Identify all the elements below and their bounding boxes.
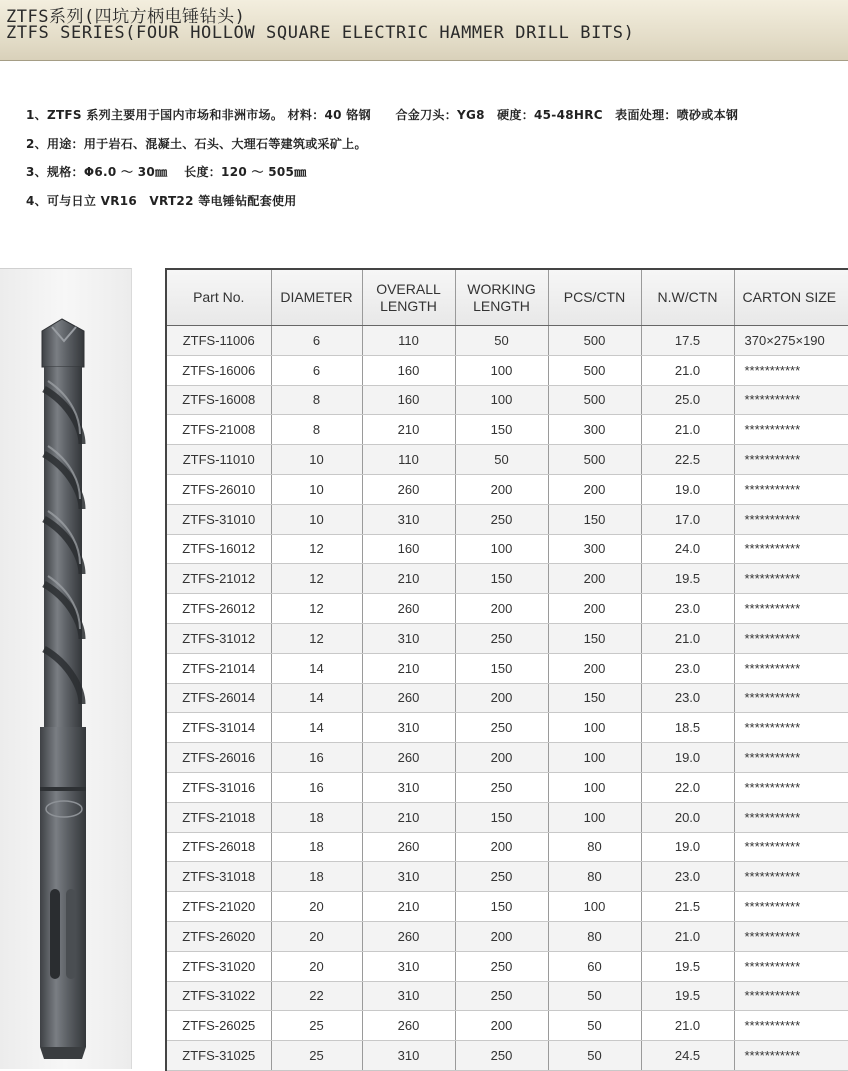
cell-nw-ctn: 25.0 xyxy=(641,385,734,415)
cell-diameter: 10 xyxy=(271,504,362,534)
cell-overall-length: 160 xyxy=(362,385,455,415)
cell-working-length: 150 xyxy=(455,802,548,832)
cell-diameter: 16 xyxy=(271,743,362,773)
cell-part-no: ZTFS-11010 xyxy=(166,445,271,475)
cell-nw-ctn: 19.5 xyxy=(641,981,734,1011)
cell-carton-size: *********** xyxy=(734,832,848,862)
cell-pcs-ctn: 50 xyxy=(548,1041,641,1071)
cell-pcs-ctn: 80 xyxy=(548,862,641,892)
cell-working-length: 100 xyxy=(455,355,548,385)
cell-part-no: ZTFS-21018 xyxy=(166,802,271,832)
cell-nw-ctn: 19.0 xyxy=(641,832,734,862)
cell-pcs-ctn: 150 xyxy=(548,504,641,534)
cell-part-no: ZTFS-21020 xyxy=(166,892,271,922)
cell-carton-size: *********** xyxy=(734,951,848,981)
table-row xyxy=(166,802,848,832)
cell-working-length: 200 xyxy=(455,683,548,713)
table-row xyxy=(166,415,848,445)
cell-nw-ctn: 24.0 xyxy=(641,534,734,564)
cell-working-length: 50 xyxy=(455,445,548,475)
cell-part-no: ZTFS-26025 xyxy=(166,1011,271,1041)
cell-overall-length: 210 xyxy=(362,653,455,683)
cell-carton-size: *********** xyxy=(734,385,848,415)
cell-pcs-ctn: 80 xyxy=(548,921,641,951)
cell-overall-length: 310 xyxy=(362,623,455,653)
drill-spec-table xyxy=(165,268,848,1071)
cell-part-no: ZTFS-11006 xyxy=(166,326,271,356)
cell-nw-ctn: 23.0 xyxy=(641,862,734,892)
table-row xyxy=(166,743,848,773)
cell-pcs-ctn: 500 xyxy=(548,445,641,475)
cell-pcs-ctn: 500 xyxy=(548,326,641,356)
table-header-row xyxy=(166,269,848,326)
cell-nw-ctn: 23.0 xyxy=(641,653,734,683)
cell-overall-length: 210 xyxy=(362,802,455,832)
cell-carton-size: 370×275×190 xyxy=(734,326,848,356)
cell-diameter: 22 xyxy=(271,981,362,1011)
cell-nw-ctn: 21.5 xyxy=(641,892,734,922)
cell-part-no: ZTFS-26010 xyxy=(166,474,271,504)
cell-nw-ctn: 21.0 xyxy=(641,1011,734,1041)
title-chinese: ZTFS系列(四坑方柄电锤钻头) xyxy=(6,7,246,27)
cell-carton-size: *********** xyxy=(734,921,848,951)
cell-nw-ctn: 23.0 xyxy=(641,683,734,713)
cell-working-length: 250 xyxy=(455,713,548,743)
cell-carton-size: *********** xyxy=(734,594,848,624)
cell-overall-length: 260 xyxy=(362,743,455,773)
cell-nw-ctn: 21.0 xyxy=(641,623,734,653)
table-row xyxy=(166,921,848,951)
cell-part-no: ZTFS-31025 xyxy=(166,1041,271,1071)
cell-part-no: ZTFS-26016 xyxy=(166,743,271,773)
cell-carton-size: *********** xyxy=(734,623,848,653)
cell-pcs-ctn: 200 xyxy=(548,653,641,683)
cell-carton-size: *********** xyxy=(734,653,848,683)
cell-overall-length: 310 xyxy=(362,951,455,981)
cell-part-no: ZTFS-31010 xyxy=(166,504,271,534)
cell-part-no: ZTFS-16006 xyxy=(166,355,271,385)
cell-part-no: ZTFS-26020 xyxy=(166,921,271,951)
table-row xyxy=(166,981,848,1011)
cell-working-length: 150 xyxy=(455,892,548,922)
cell-diameter: 25 xyxy=(271,1041,362,1071)
cell-overall-length: 310 xyxy=(362,862,455,892)
cell-overall-length: 210 xyxy=(362,415,455,445)
cell-carton-size: *********** xyxy=(734,683,848,713)
cell-pcs-ctn: 200 xyxy=(548,564,641,594)
table-row xyxy=(166,653,848,683)
cell-diameter: 10 xyxy=(271,474,362,504)
table-row xyxy=(166,594,848,624)
cell-carton-size: *********** xyxy=(734,355,848,385)
table-row xyxy=(166,951,848,981)
cell-overall-length: 160 xyxy=(362,355,455,385)
cell-nw-ctn: 17.5 xyxy=(641,326,734,356)
cell-overall-length: 110 xyxy=(362,326,455,356)
cell-diameter: 12 xyxy=(271,564,362,594)
table-row xyxy=(166,355,848,385)
cell-diameter: 20 xyxy=(271,921,362,951)
cell-carton-size: *********** xyxy=(734,534,848,564)
cell-nw-ctn: 24.5 xyxy=(641,1041,734,1071)
cell-diameter: 10 xyxy=(271,445,362,475)
cell-working-length: 250 xyxy=(455,862,548,892)
cell-nw-ctn: 17.0 xyxy=(641,504,734,534)
cell-diameter: 20 xyxy=(271,892,362,922)
header-carton-size: CARTON SIZE xyxy=(734,269,848,326)
cell-working-length: 250 xyxy=(455,623,548,653)
cell-pcs-ctn: 150 xyxy=(548,683,641,713)
cell-nw-ctn: 22.5 xyxy=(641,445,734,475)
cell-part-no: ZTFS-31016 xyxy=(166,772,271,802)
table-row xyxy=(166,445,848,475)
cell-carton-size: *********** xyxy=(734,415,848,445)
table-row xyxy=(166,1011,848,1041)
cell-working-length: 100 xyxy=(455,534,548,564)
page-header xyxy=(0,0,848,61)
cell-carton-size: *********** xyxy=(734,892,848,922)
spec-note-3: 3、规格：Φ6.0 ～ 30㎜ 长度：120 ～ 505㎜ xyxy=(26,165,307,179)
cell-carton-size: *********** xyxy=(734,1011,848,1041)
cell-part-no: ZTFS-21008 xyxy=(166,415,271,445)
header-nw-ctn: N.W/CTN xyxy=(641,269,734,326)
cell-working-length: 250 xyxy=(455,1041,548,1071)
table-row xyxy=(166,862,848,892)
cell-diameter: 14 xyxy=(271,653,362,683)
cell-diameter: 18 xyxy=(271,832,362,862)
cell-pcs-ctn: 100 xyxy=(548,772,641,802)
cell-part-no: ZTFS-16012 xyxy=(166,534,271,564)
cell-overall-length: 260 xyxy=(362,683,455,713)
cell-pcs-ctn: 300 xyxy=(548,415,641,445)
cell-nw-ctn: 18.5 xyxy=(641,713,734,743)
table-row xyxy=(166,623,848,653)
table-row xyxy=(166,385,848,415)
cell-nw-ctn: 23.0 xyxy=(641,594,734,624)
table-row xyxy=(166,1041,848,1071)
cell-overall-length: 310 xyxy=(362,1041,455,1071)
header-diameter: DIAMETER xyxy=(271,269,362,326)
cell-overall-length: 260 xyxy=(362,594,455,624)
table-row xyxy=(166,713,848,743)
cell-nw-ctn: 19.5 xyxy=(641,564,734,594)
cell-part-no: ZTFS-31022 xyxy=(166,981,271,1011)
cell-nw-ctn: 21.0 xyxy=(641,921,734,951)
cell-overall-length: 260 xyxy=(362,1011,455,1041)
cell-nw-ctn: 20.0 xyxy=(641,802,734,832)
cell-part-no: ZTFS-26014 xyxy=(166,683,271,713)
cell-working-length: 150 xyxy=(455,415,548,445)
cell-working-length: 200 xyxy=(455,921,548,951)
drill-bit-image xyxy=(0,269,131,1069)
cell-pcs-ctn: 500 xyxy=(548,385,641,415)
cell-working-length: 200 xyxy=(455,832,548,862)
cell-pcs-ctn: 100 xyxy=(548,713,641,743)
cell-pcs-ctn: 150 xyxy=(548,623,641,653)
cell-carton-size: *********** xyxy=(734,713,848,743)
cell-working-length: 200 xyxy=(455,594,548,624)
cell-diameter: 6 xyxy=(271,355,362,385)
cell-working-length: 150 xyxy=(455,564,548,594)
cell-diameter: 8 xyxy=(271,415,362,445)
cell-diameter: 25 xyxy=(271,1011,362,1041)
cell-working-length: 250 xyxy=(455,772,548,802)
table-body xyxy=(166,326,848,1071)
cell-pcs-ctn: 200 xyxy=(548,474,641,504)
header-part-no: Part No. xyxy=(166,269,271,326)
cell-overall-length: 260 xyxy=(362,474,455,504)
drill-bit-photo xyxy=(0,268,132,1069)
cell-carton-size: *********** xyxy=(734,772,848,802)
header-overall-length: OVERALL LENGTH xyxy=(362,269,455,326)
cell-carton-size: *********** xyxy=(734,445,848,475)
cell-pcs-ctn: 100 xyxy=(548,743,641,773)
cell-diameter: 18 xyxy=(271,802,362,832)
cell-overall-length: 260 xyxy=(362,832,455,862)
cell-part-no: ZTFS-31014 xyxy=(166,713,271,743)
cell-nw-ctn: 21.0 xyxy=(641,355,734,385)
cell-pcs-ctn: 100 xyxy=(548,892,641,922)
cell-diameter: 20 xyxy=(271,951,362,981)
cell-working-length: 200 xyxy=(455,743,548,773)
cell-carton-size: *********** xyxy=(734,504,848,534)
cell-part-no: ZTFS-16008 xyxy=(166,385,271,415)
spec-note-4: 4、可与日立 VR16 VRT22 等电锤钻配套使用 xyxy=(26,193,297,208)
cell-pcs-ctn: 60 xyxy=(548,951,641,981)
cell-nw-ctn: 19.5 xyxy=(641,951,734,981)
cell-pcs-ctn: 50 xyxy=(548,981,641,1011)
cell-overall-length: 310 xyxy=(362,713,455,743)
cell-diameter: 6 xyxy=(271,326,362,356)
cell-working-length: 200 xyxy=(455,474,548,504)
spec-notes xyxy=(26,105,738,219)
cell-diameter: 16 xyxy=(271,772,362,802)
cell-part-no: ZTFS-21012 xyxy=(166,564,271,594)
cell-working-length: 50 xyxy=(455,326,548,356)
table-row xyxy=(166,683,848,713)
cell-overall-length: 160 xyxy=(362,534,455,564)
cell-part-no: ZTFS-21014 xyxy=(166,653,271,683)
cell-nw-ctn: 21.0 xyxy=(641,415,734,445)
table-row xyxy=(166,564,848,594)
cell-overall-length: 310 xyxy=(362,504,455,534)
cell-carton-size: *********** xyxy=(734,862,848,892)
cell-overall-length: 260 xyxy=(362,921,455,951)
cell-pcs-ctn: 300 xyxy=(548,534,641,564)
cell-working-length: 150 xyxy=(455,653,548,683)
cell-working-length: 250 xyxy=(455,981,548,1011)
header-working-length: WORKING LENGTH xyxy=(455,269,548,326)
cell-diameter: 18 xyxy=(271,862,362,892)
cell-overall-length: 210 xyxy=(362,564,455,594)
cell-carton-size: *********** xyxy=(734,1041,848,1071)
table-row xyxy=(166,326,848,356)
cell-nw-ctn: 19.0 xyxy=(641,743,734,773)
spec-note-2: 2、用途：用于岩石、混凝土、石头、大理石等建筑或采矿上。 xyxy=(26,136,367,151)
cell-overall-length: 210 xyxy=(362,892,455,922)
spec-note-1: 1、ZTFS 系列主要用于国内市场和非洲市场。 材料：40 铬钢 合金刀头：YG8 硬度：45-48HRC 表面处理：喷砂或本钢 xyxy=(26,108,739,122)
title-english: ZTFS SERIES(FOUR HOLLOW SQUARE ELECTRIC HAMMER DRILL BITS) xyxy=(6,23,635,43)
cell-pcs-ctn: 500 xyxy=(548,355,641,385)
table-row xyxy=(166,772,848,802)
cell-pcs-ctn: 100 xyxy=(548,802,641,832)
cell-working-length: 250 xyxy=(455,504,548,534)
cell-pcs-ctn: 200 xyxy=(548,594,641,624)
cell-pcs-ctn: 80 xyxy=(548,832,641,862)
cell-part-no: ZTFS-31020 xyxy=(166,951,271,981)
cell-carton-size: *********** xyxy=(734,474,848,504)
cell-diameter: 8 xyxy=(271,385,362,415)
cell-part-no: ZTFS-26018 xyxy=(166,832,271,862)
table-row xyxy=(166,832,848,862)
cell-diameter: 14 xyxy=(271,683,362,713)
cell-pcs-ctn: 50 xyxy=(548,1011,641,1041)
cell-diameter: 12 xyxy=(271,534,362,564)
cell-carton-size: *********** xyxy=(734,743,848,773)
cell-overall-length: 310 xyxy=(362,772,455,802)
cell-carton-size: *********** xyxy=(734,981,848,1011)
cell-nw-ctn: 22.0 xyxy=(641,772,734,802)
cell-overall-length: 110 xyxy=(362,445,455,475)
cell-part-no: ZTFS-31018 xyxy=(166,862,271,892)
cell-carton-size: *********** xyxy=(734,564,848,594)
table-row xyxy=(166,892,848,922)
table-row xyxy=(166,504,848,534)
cell-nw-ctn: 19.0 xyxy=(641,474,734,504)
table-row xyxy=(166,474,848,504)
cell-carton-size: *********** xyxy=(734,802,848,832)
cell-working-length: 100 xyxy=(455,385,548,415)
cell-part-no: ZTFS-26012 xyxy=(166,594,271,624)
cell-working-length: 200 xyxy=(455,1011,548,1041)
cell-part-no: ZTFS-31012 xyxy=(166,623,271,653)
cell-overall-length: 310 xyxy=(362,981,455,1011)
cell-working-length: 250 xyxy=(455,951,548,981)
cell-diameter: 14 xyxy=(271,713,362,743)
header-pcs-ctn: PCS/CTN xyxy=(548,269,641,326)
table-row xyxy=(166,534,848,564)
cell-diameter: 12 xyxy=(271,594,362,624)
cell-diameter: 12 xyxy=(271,623,362,653)
